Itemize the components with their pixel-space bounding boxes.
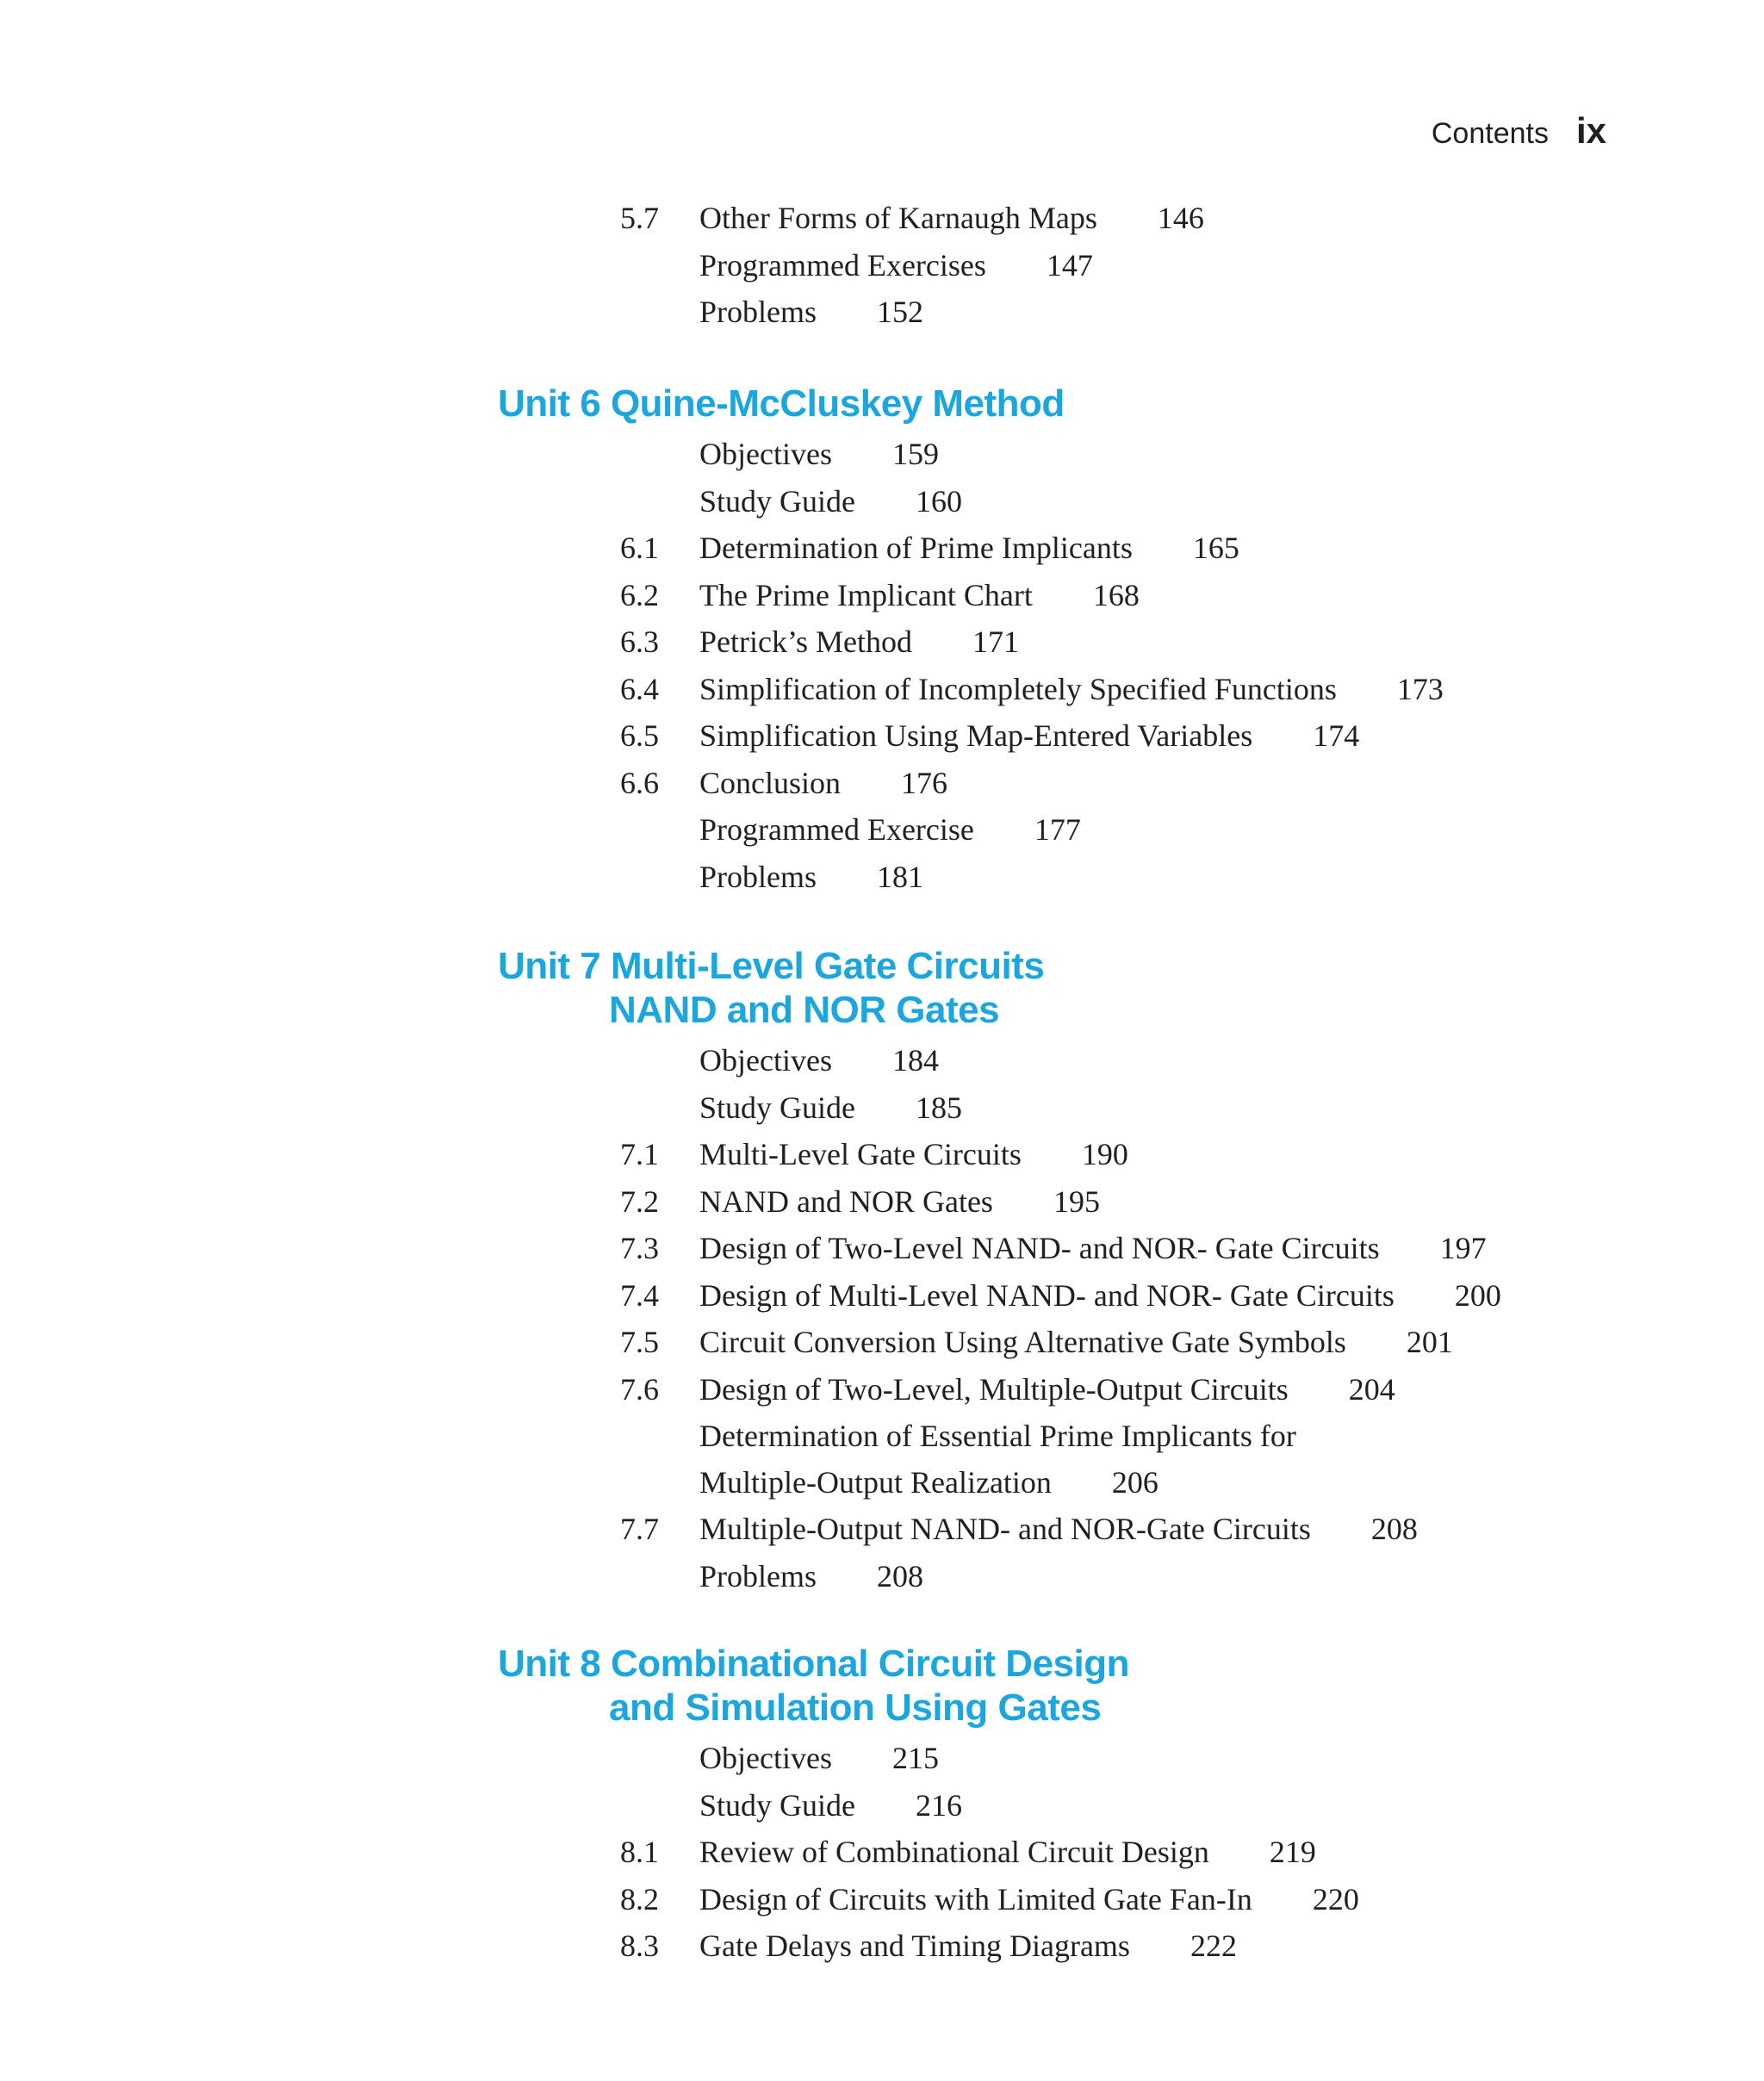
- toc-entry: [0, 1506, 1764, 1552]
- toc-entry: [0, 478, 1764, 525]
- toc-entry: [0, 1084, 1764, 1131]
- entry-title-text: Review of Combinational Circuit Design: [699, 1835, 1209, 1869]
- toc-entry: [0, 1876, 1764, 1923]
- section-number: 7.3: [620, 1231, 659, 1265]
- entry-title: [699, 806, 1081, 853]
- entry-title-text: Conclusion: [699, 765, 842, 800]
- entry-title-text: Programmed Exercise: [699, 812, 974, 847]
- toc-entry: [0, 618, 1764, 665]
- entry-title-text: Design of Circuits with Limited Gate Fan-In: [699, 1881, 1252, 1916]
- page-ref: 160: [916, 483, 963, 519]
- entry-title: [699, 242, 1093, 289]
- entry-title-text: Design of Two-Level NAND- and NOR- Gate Circuits: [699, 1231, 1380, 1265]
- toc-entry: [0, 572, 1764, 618]
- toc-entry: [0, 1225, 1764, 1271]
- toc-entry: [0, 666, 1764, 712]
- toc-entry: [0, 1923, 1764, 1969]
- running-head-label: Contents: [1431, 117, 1549, 150]
- section-number: 6.6: [620, 765, 659, 800]
- page-ref: 168: [1092, 577, 1140, 612]
- toc-entry: [0, 1178, 1764, 1225]
- toc-entry: [0, 854, 1764, 900]
- toc-entry: [0, 195, 1764, 241]
- entry-title-text: Objectives: [699, 1043, 832, 1078]
- unit-heading: [498, 382, 1065, 426]
- entry-title-text: Problems: [699, 1558, 817, 1593]
- entry-title-text: Design of Multi-Level NAND- and NOR- Gate Circuits: [699, 1277, 1394, 1313]
- page-ref: 171: [972, 624, 1019, 659]
- toc-entry: [0, 1782, 1764, 1829]
- section-number: 7.7: [620, 1512, 659, 1546]
- entry-title-text: Simplification of Incompletely Specified Functions: [699, 671, 1337, 706]
- entry-title-text: Objectives: [699, 437, 832, 471]
- page-ref: 208: [1370, 1512, 1418, 1546]
- page-ref: 200: [1454, 1277, 1501, 1313]
- entry-title: [699, 666, 1444, 712]
- entry-title: [699, 760, 947, 806]
- toc-entry: [0, 712, 1764, 759]
- section-number: 6.2: [620, 577, 659, 612]
- unit-heading-line: NAND and NOR Gates: [609, 989, 1000, 1031]
- section-number: 8.2: [620, 1881, 659, 1916]
- entry-title-text: Circuit Conversion Using Alternative Gate Symbols: [699, 1325, 1346, 1359]
- entry-title: [699, 1782, 962, 1829]
- page-ref: 159: [891, 437, 939, 471]
- entry-title: [699, 195, 1204, 241]
- page-ref: 185: [916, 1090, 963, 1125]
- toc-entry: [0, 1131, 1764, 1177]
- section-number: 8.3: [620, 1929, 659, 1963]
- entry-title: [699, 1272, 1501, 1319]
- entry-title-text: Other Forms of Karnaugh Maps: [699, 201, 1097, 235]
- entry-title: [699, 1413, 1296, 1506]
- page-ref: 206: [1111, 1465, 1158, 1500]
- page-ref: 197: [1439, 1231, 1487, 1265]
- toc-entry: [0, 1366, 1764, 1413]
- page-ref: 181: [877, 859, 924, 894]
- section-number: 7.6: [620, 1371, 659, 1407]
- page-ref: 173: [1396, 671, 1444, 706]
- entry-title-text: The Prime Implicant Chart: [699, 577, 1033, 612]
- toc-entry: [0, 525, 1764, 571]
- page-ref: 147: [1046, 247, 1093, 283]
- toc-entry: [0, 1319, 1764, 1365]
- entry-title: [699, 1037, 939, 1084]
- entry-title: [699, 712, 1359, 759]
- entry-title-text: Problems: [699, 859, 817, 894]
- page-ref: 165: [1192, 531, 1239, 565]
- page-ref: 201: [1406, 1325, 1453, 1359]
- entry-title: [699, 1366, 1395, 1413]
- page-ref: 174: [1313, 718, 1360, 753]
- entry-title-text: Programmed Exercises: [699, 247, 986, 283]
- entry-title-text: Study Guide: [699, 1090, 856, 1125]
- toc-entry: [0, 1272, 1764, 1319]
- page-ref: 146: [1157, 201, 1204, 235]
- toc-entry: [0, 1735, 1764, 1781]
- unit-heading-line: Unit 7 Multi-Level Gate Circuits: [498, 945, 1045, 987]
- entry-title: [699, 289, 923, 335]
- entry-title: [699, 1319, 1453, 1365]
- page-ref: 215: [891, 1741, 939, 1775]
- unit-heading-line: Unit 6 Quine-McCluskey Method: [498, 382, 1065, 425]
- section-number: 7.1: [620, 1137, 659, 1171]
- unit-heading: [498, 1642, 1129, 1730]
- entry-title-text: Problems: [699, 295, 817, 329]
- page-ref: 152: [877, 295, 924, 329]
- page-ref: 204: [1348, 1371, 1395, 1407]
- entry-title-text: Objectives: [699, 1741, 832, 1775]
- page-number: ix: [1575, 110, 1606, 151]
- section-number: 6.5: [620, 718, 659, 753]
- section-number: 7.5: [620, 1325, 659, 1359]
- toc-entry: [0, 760, 1764, 806]
- section-number: 7.4: [620, 1277, 659, 1313]
- entry-title: [699, 1506, 1418, 1552]
- section-number: 6.4: [620, 671, 659, 706]
- entry-title: [699, 431, 939, 477]
- page-ref: 220: [1312, 1881, 1359, 1916]
- entry-title-text: Simplification Using Map-Entered Variables: [699, 718, 1253, 753]
- page-ref: 184: [891, 1043, 939, 1078]
- page-ref: 208: [877, 1558, 924, 1593]
- entry-title: [699, 1553, 923, 1600]
- entry-title: [699, 1876, 1359, 1923]
- unit-heading: [498, 944, 1044, 1032]
- section-number: 6.3: [620, 624, 659, 659]
- page-ref: 216: [916, 1787, 963, 1823]
- entry-title: [699, 1225, 1487, 1271]
- page-ref: 176: [901, 765, 948, 800]
- entry-title-text: Study Guide: [699, 1787, 856, 1823]
- entry-title-line: Multiple-Output Realization: [699, 1465, 1052, 1500]
- toc-entry: [0, 242, 1764, 289]
- section-number: 8.1: [620, 1835, 659, 1869]
- entry-title: [699, 1923, 1237, 1969]
- toc-entry: [0, 806, 1764, 853]
- entry-title-text: Gate Delays and Timing Diagrams: [699, 1929, 1130, 1963]
- entry-title: [699, 1084, 962, 1131]
- entry-title-text: Study Guide: [699, 483, 856, 519]
- entry-title-line: Determination of Essential Prime Implicants for: [699, 1419, 1296, 1453]
- entry-title-text: NAND and NOR Gates: [699, 1183, 993, 1219]
- toc-entry: [0, 1413, 1764, 1506]
- toc-entry: [0, 1829, 1764, 1875]
- unit-heading-line: and Simulation Using Gates: [609, 1687, 1102, 1729]
- toc-entry: [0, 1553, 1764, 1600]
- toc-entry: [0, 289, 1764, 335]
- entry-title: [699, 854, 923, 900]
- entry-title: [699, 1829, 1316, 1875]
- entry-title: [699, 478, 962, 525]
- page-ref: 195: [1053, 1183, 1100, 1219]
- entry-title-text: Multi-Level Gate Circuits: [699, 1137, 1022, 1171]
- toc-entry: [0, 1037, 1764, 1084]
- entry-title: [699, 1131, 1128, 1177]
- entry-title: [699, 572, 1140, 618]
- section-number: 7.2: [620, 1183, 659, 1219]
- entry-title: [699, 525, 1239, 571]
- page-ref: 219: [1269, 1835, 1316, 1869]
- entry-title: [699, 1735, 939, 1781]
- section-number: 5.7: [620, 201, 659, 235]
- toc-entry: [0, 431, 1764, 477]
- page-ref: 177: [1034, 812, 1081, 847]
- entry-title: [699, 1178, 1100, 1225]
- entry-title: [699, 618, 1019, 665]
- entry-title-text: Multiple-Output NAND- and NOR-Gate Circuits: [699, 1512, 1311, 1546]
- running-head: [1432, 110, 1606, 152]
- entry-title-text: Determination of Prime Implicants: [699, 531, 1133, 565]
- entry-title-text: Design of Two-Level, Multiple-Output Circuits: [699, 1371, 1289, 1407]
- page-ref: 222: [1189, 1929, 1237, 1963]
- page-ref: 190: [1081, 1137, 1128, 1171]
- unit-heading-line: Unit 8 Combinational Circuit Design: [498, 1643, 1129, 1685]
- section-number: 6.1: [620, 531, 659, 565]
- entry-title-text: Petrick’s Method: [699, 624, 912, 659]
